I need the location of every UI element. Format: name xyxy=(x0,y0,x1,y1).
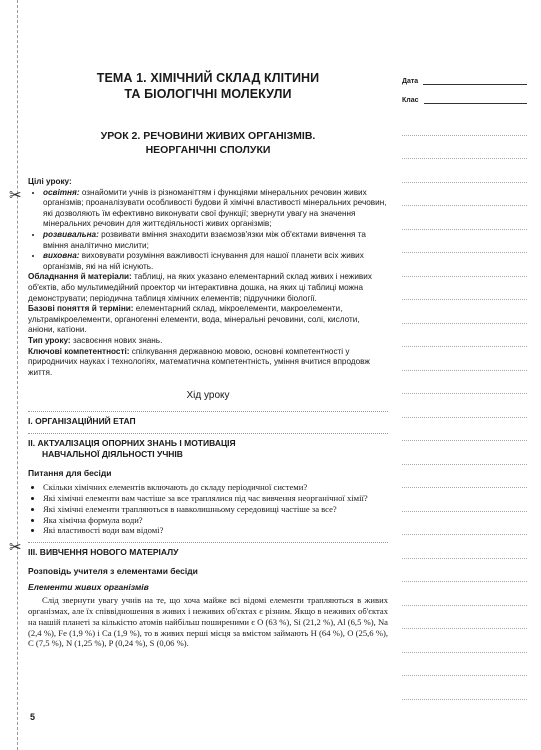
note-line xyxy=(402,159,527,183)
question-item: • Яка хімічна формула води? xyxy=(43,515,388,526)
note-line xyxy=(402,112,527,136)
note-line xyxy=(402,277,527,301)
goal-item: • розвивальна: розвивати вміння знаходити взаємозв'язки між об'єктами вивчення та вміння аналітично мислити; xyxy=(43,230,388,251)
note-line xyxy=(402,136,527,160)
note-line xyxy=(402,418,527,442)
note-line xyxy=(402,676,527,700)
scissors-icon: ✂ xyxy=(9,187,22,204)
note-line xyxy=(402,535,527,559)
note-line xyxy=(402,606,527,630)
note-line xyxy=(402,347,527,371)
note-line xyxy=(402,371,527,395)
note-line xyxy=(402,488,527,512)
section-heading: ІІ. АКТУАЛІЗАЦІЯ ОПОРНИХ ЗНАНЬ І МОТИВАЦІЯ НАВЧАЛЬНОЇ ДІЯЛЬНОСТІ УЧНІВ xyxy=(28,433,388,460)
questions-list xyxy=(28,482,388,536)
date-field[interactable]: Дата xyxy=(402,70,527,85)
question-item: • Які хімічні елементи трапляються в навколишньому середовищі частіше за все? xyxy=(43,504,388,515)
note-line xyxy=(402,300,527,324)
question-item: • Які властивості води вам відомі? xyxy=(43,525,388,536)
question-item: • Які хімічні елементи вам частіше за все траплялися під час вивчення неорганічної хімії? xyxy=(43,493,388,504)
note-line xyxy=(402,253,527,277)
note-line xyxy=(402,653,527,677)
goal-item: • виховна: виховувати розуміння важливості існування для нашої планети всіх живих організмів, які на ній існують. xyxy=(43,251,388,272)
note-line xyxy=(402,441,527,465)
note-line xyxy=(402,465,527,489)
cut-line xyxy=(17,0,18,750)
teacher-story-heading: Розповідь учителя з елементами бесіди xyxy=(28,566,198,577)
subsection-heading: Елементи живих організмів xyxy=(28,582,149,593)
note-line xyxy=(402,206,527,230)
section-heading: ІІІ. ВИВЧЕННЯ НОВОГО МАТЕРІАЛУ xyxy=(28,542,388,558)
note-line xyxy=(402,559,527,583)
key-competencies: Ключові компетентності: спілкування державною мовою, основні компетентності у природничих науках і технологіях, математична компетентність, уміння вчитися впродовж життя. xyxy=(28,346,370,377)
date-class-fields xyxy=(402,70,527,104)
lesson-type: Тип уроку: засвоєння нових знань. xyxy=(28,335,163,345)
body-paragraph: Слід звернути увагу учнів на те, що хоча майже всі відомі елементи трапляються в живих організмах, але їх співвідношення в живих і неживих об'єктах є різним. Якщо в неживих об'єктах на нашій планеті за кількістю атомів найбільш поширеними є O (63 %), Si (21,2 %), Al (6,5 %), Na (2,4 %), Fe (1,9 %) і Ca (1,9 %), то в живих перші місця за вмістом займають H (64 %), O (25,6 %), C (7,5 %), N (1,25 %), P (0,24 %), S (0,06 %). xyxy=(28,595,388,649)
question-item: • Скільки хімічних елементів включають до складу періодичної системи? xyxy=(43,482,388,493)
conversation-heading: Питання для бесіди xyxy=(28,468,112,479)
theme-title: ТЕМА 1. ХІМІЧНИЙ СКЛАД КЛІТИНИ ТА БІОЛОГІЧНІ МОЛЕКУЛИ xyxy=(96,71,320,101)
note-line xyxy=(402,629,527,653)
note-line xyxy=(402,582,527,606)
basic-terms: Базові поняття й терміни: елементарний склад, мікроелементи, макроелементи, ультрамікроелементи, органогенні елементи, вода, мінеральні речовини, солі, кислоти, аніони, катіони. xyxy=(28,304,360,335)
class-field[interactable]: Клас xyxy=(402,89,527,104)
note-line xyxy=(402,324,527,348)
note-line xyxy=(402,183,527,207)
goals-heading: Цілі уроку: xyxy=(28,177,72,186)
lesson-content xyxy=(28,70,388,649)
notes-area[interactable] xyxy=(402,112,527,700)
section-heading: І. ОРГАНІЗАЦІЙНИЙ ЕТАП xyxy=(28,411,388,427)
scissors-icon: ✂ xyxy=(9,539,22,556)
note-line xyxy=(402,394,527,418)
note-line xyxy=(402,512,527,536)
course-heading: Хід уроку xyxy=(186,390,230,402)
lesson-goals xyxy=(28,177,388,272)
lesson-title: УРОК 2. РЕЧОВИНИ ЖИВИХ ОРГАНІЗМІВ. НЕОРГАНІЧНІ СПОЛУКИ xyxy=(100,130,316,156)
note-line xyxy=(402,230,527,254)
equipment: Обладнання й матеріали: таблиці, на яких указано елементарний склад живих і неживих об'єктів, або мультимедійний проектор чи інтерактивна дошка, на яких ці таблиці можна демонструвати; періодична таблиця хімічних елементів; підручники біології. xyxy=(28,272,372,303)
goals-list xyxy=(28,188,388,273)
goal-item: • освітня: ознайомити учнів із різноманіттям і функціями мінеральних речовин живих організмів; проаналізувати особливості будови й хімічні властивості мінеральних речовин, які дозволяють їм ефективно виконувати свої функції; звернути увагу на значення мінеральних речовин для життєдіяльності живих організмів; xyxy=(43,188,388,230)
page-number: 5 xyxy=(30,712,36,722)
